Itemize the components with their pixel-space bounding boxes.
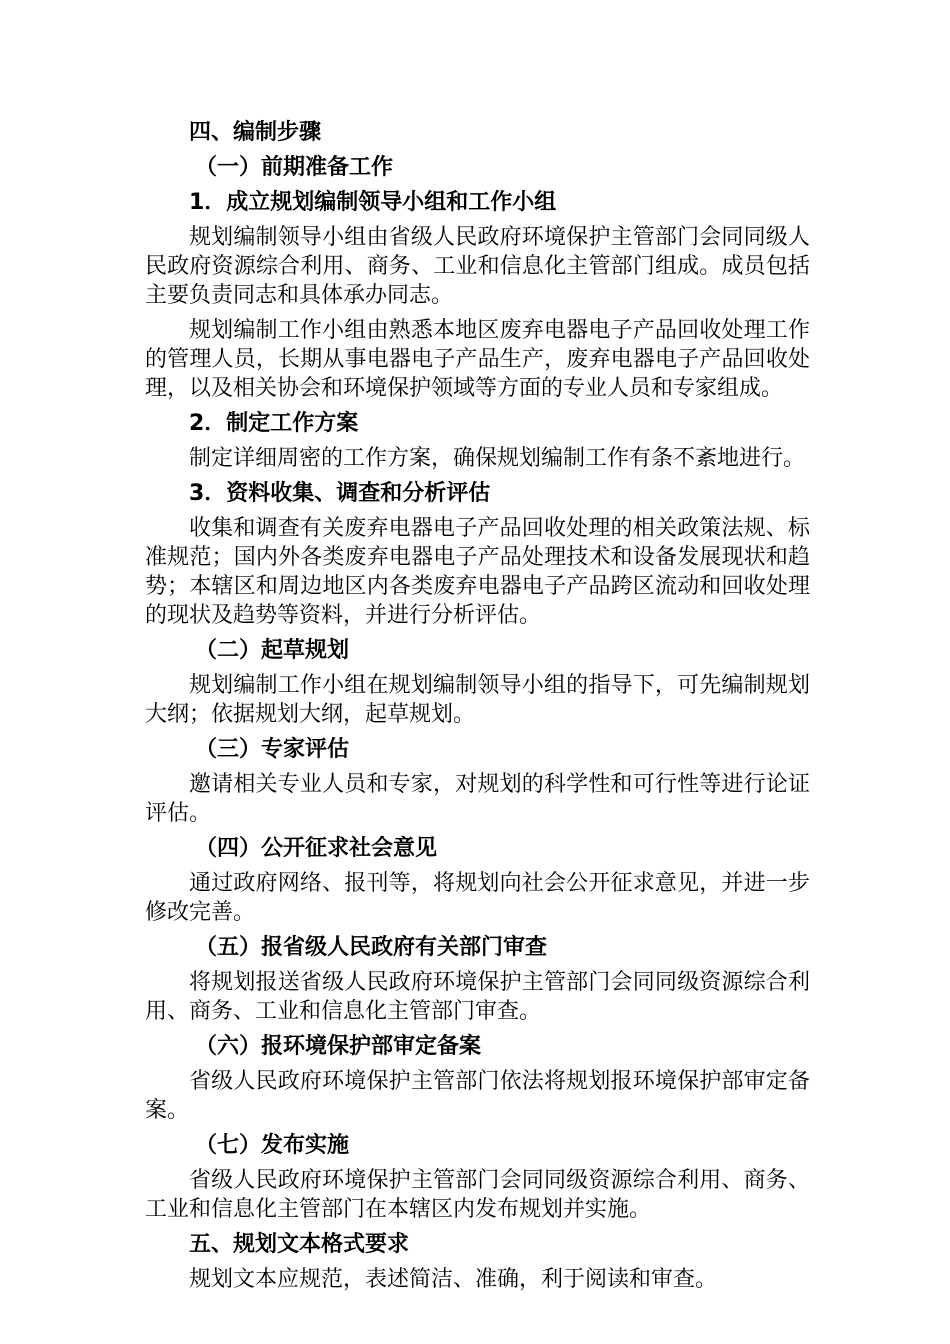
paragraph-working-group: 规划编制工作小组由熟悉本地区废弃电器电子产品回收处理工作的管理人员，长期从事电器电子产品生产，废弃电器电子产品回收处理，以及相关协会和环境保护领域等方面的专业人员和专家组成。 xyxy=(145,318,810,401)
subsection-heading-publication: （七）发布实施 xyxy=(195,1133,350,1158)
paragraph-provincial-review: 将规划报送省级人民政府环境保护主管部门会同同级资源综合利用、商务、工业和信息化主管部门审查。 xyxy=(145,970,810,1024)
subsection-heading-preparation: （一）前期准备工作 xyxy=(195,155,394,180)
paragraph-work-plan: 制定详细周密的工作方案，确保规划编制工作有条不紊地进行。 xyxy=(189,446,806,471)
item-heading-work-plan: 2．制定工作方案 xyxy=(189,411,359,436)
subsection-heading-public-consultation: （四）公开征求社会意见 xyxy=(195,836,438,861)
paragraph-leading-group: 规划编制领导小组由省级人民政府环境保护主管部门会同同级人民政府资源综合利用、商务、工业和信息化主管部门组成。成员包括主要负责同志和具体承办同志。 xyxy=(145,225,810,308)
item-heading-data-collection: 3．资料收集、调查和分析评估 xyxy=(189,481,491,506)
paragraph-expert-review: 邀请相关专业人员和专家，对规划的科学性和可行性等进行论证评估。 xyxy=(145,772,810,826)
paragraph-drafting: 规划编制工作小组在规划编制领导小组的指导下，可先编制规划大纲；依据规划大纲，起草规划。 xyxy=(145,673,810,727)
section-heading-5: 五、规划文本格式要求 xyxy=(189,1232,410,1257)
subsection-heading-drafting: （二）起草规划 xyxy=(195,638,350,663)
section-heading-4: 四、编制步骤 xyxy=(189,120,322,145)
subsection-heading-provincial-review: （五）报省级人民政府有关部门审查 xyxy=(195,935,548,960)
paragraph-ministry-filing: 省级人民政府环境保护主管部门依法将规划报环境保护部审定备案。 xyxy=(145,1069,810,1123)
item-heading-leading-group: 1．成立规划编制领导小组和工作小组 xyxy=(189,190,557,215)
paragraph-format-requirements: 规划文本应规范，表述简洁、准确，利于阅读和审查。 xyxy=(189,1267,718,1292)
subsection-heading-ministry-filing: （六）报环境保护部审定备案 xyxy=(195,1034,482,1059)
paragraph-public-consultation: 通过政府网络、报刊等，将规划向社会公开征求意见，并进一步修改完善。 xyxy=(145,871,810,925)
subsection-heading-expert-review: （三）专家评估 xyxy=(195,737,350,762)
paragraph-data-collection: 收集和调查有关废弃电器电子产品回收处理的相关政策法规、标准规范；国内外各类废弃电器电子产品处理技术和设备发展现状和趋势；本辖区和周边地区内各类废弃电器电子产品跨区流动和回收处理的现状及趋势等资料，并进行分析评估。 xyxy=(145,516,810,628)
paragraph-publication: 省级人民政府环境保护主管部门会同同级资源综合利用、商务、工业和信息化主管部门在本辖区内发布规划并实施。 xyxy=(145,1168,810,1222)
document-body xyxy=(145,118,810,1294)
